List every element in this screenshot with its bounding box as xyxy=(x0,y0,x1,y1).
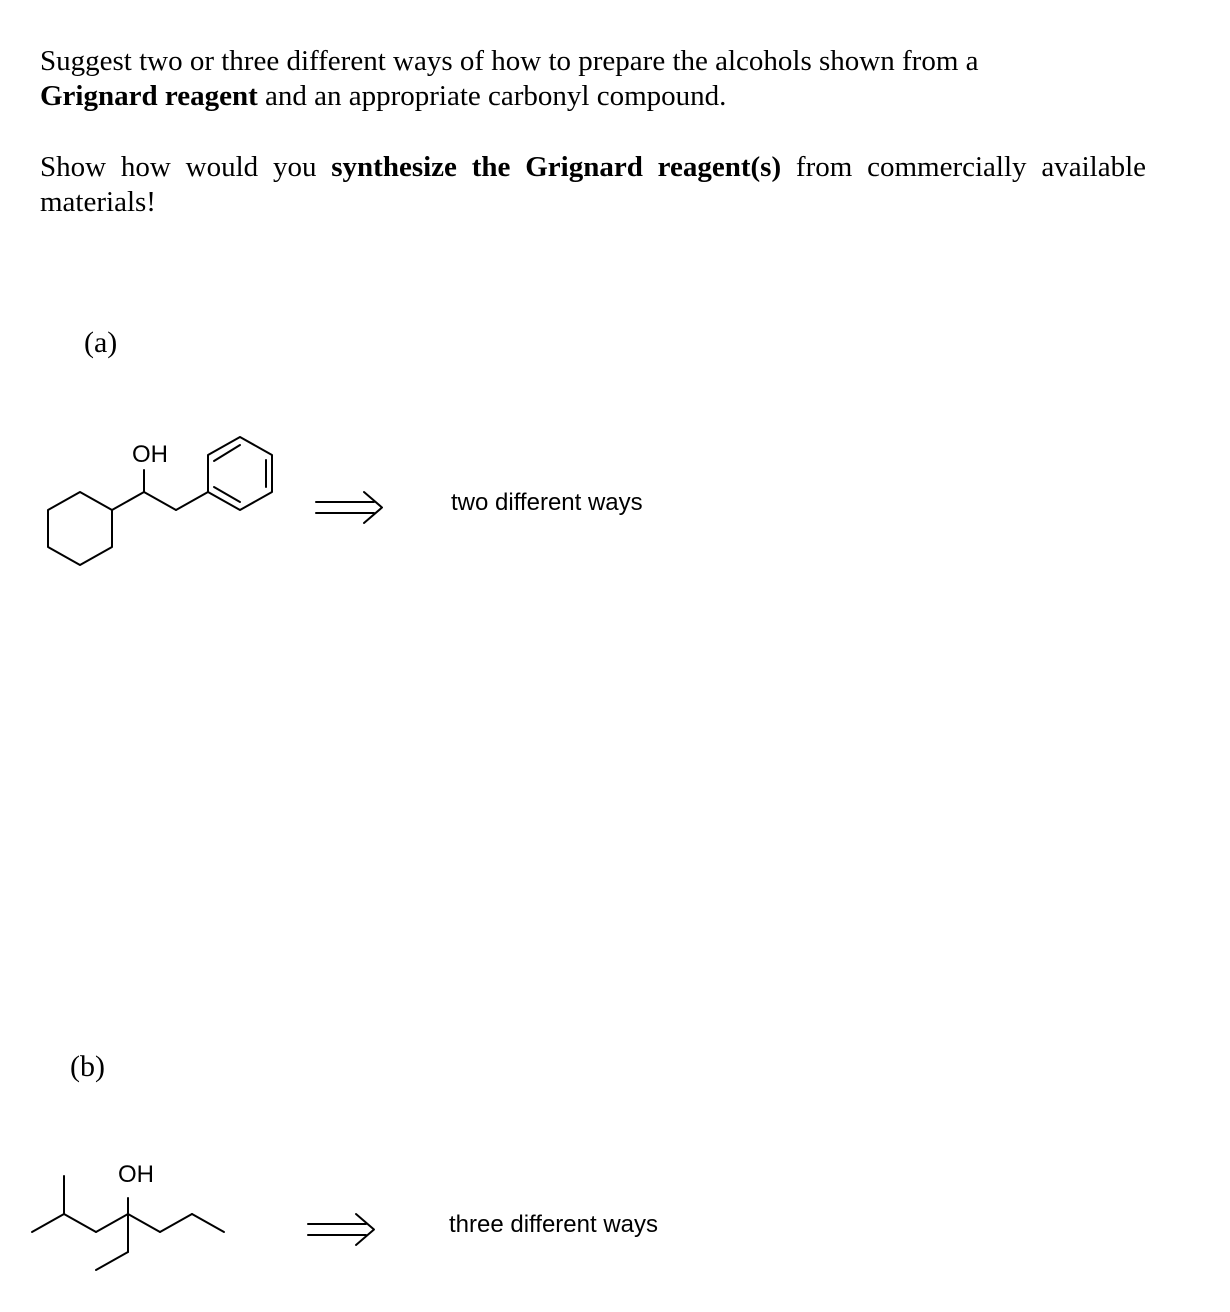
retrosynthesis-arrow-b xyxy=(304,1210,384,1250)
bond xyxy=(160,1214,192,1232)
molecule-b-structure xyxy=(0,1150,300,1300)
bond xyxy=(176,492,208,510)
instructions-text: from commercially available materials! xyxy=(40,151,1147,218)
instructions-text: Suggest two or three different ways of how to prepare the alcohols shown from a xyxy=(40,45,979,77)
instructions-paragraph-1 xyxy=(40,44,1146,114)
bond xyxy=(128,1214,160,1232)
hydroxyl-label: OH xyxy=(118,1161,154,1188)
cyclohexane-ring xyxy=(48,492,112,565)
problem-b-label: (b) xyxy=(70,1050,105,1083)
problem-a-label: (a) xyxy=(84,326,118,359)
bond xyxy=(112,492,144,510)
problem-b-note: three different ways xyxy=(449,1211,659,1238)
bond xyxy=(96,1214,128,1232)
hydroxyl-label: OH xyxy=(132,441,168,468)
instructions-text: Show how would you xyxy=(40,151,332,183)
benzene-ring xyxy=(208,437,272,510)
instructions-text: and an appropriate carbonyl compound. xyxy=(257,80,727,112)
instructions-bold: Grignard reagent xyxy=(40,80,258,112)
retrosynthesis-arrow-a xyxy=(312,488,392,528)
problem-a-note: two different ways xyxy=(451,489,643,516)
bond xyxy=(96,1252,128,1270)
aromatic-bond xyxy=(214,487,240,502)
aromatic-bond xyxy=(214,445,240,461)
instructions-bold: synthesize the Grignard reagent(s) xyxy=(331,151,782,183)
bond xyxy=(64,1214,96,1232)
bond xyxy=(32,1214,64,1232)
instructions-paragraph-2 xyxy=(40,150,1146,220)
bond xyxy=(144,492,176,510)
bond xyxy=(192,1214,224,1232)
